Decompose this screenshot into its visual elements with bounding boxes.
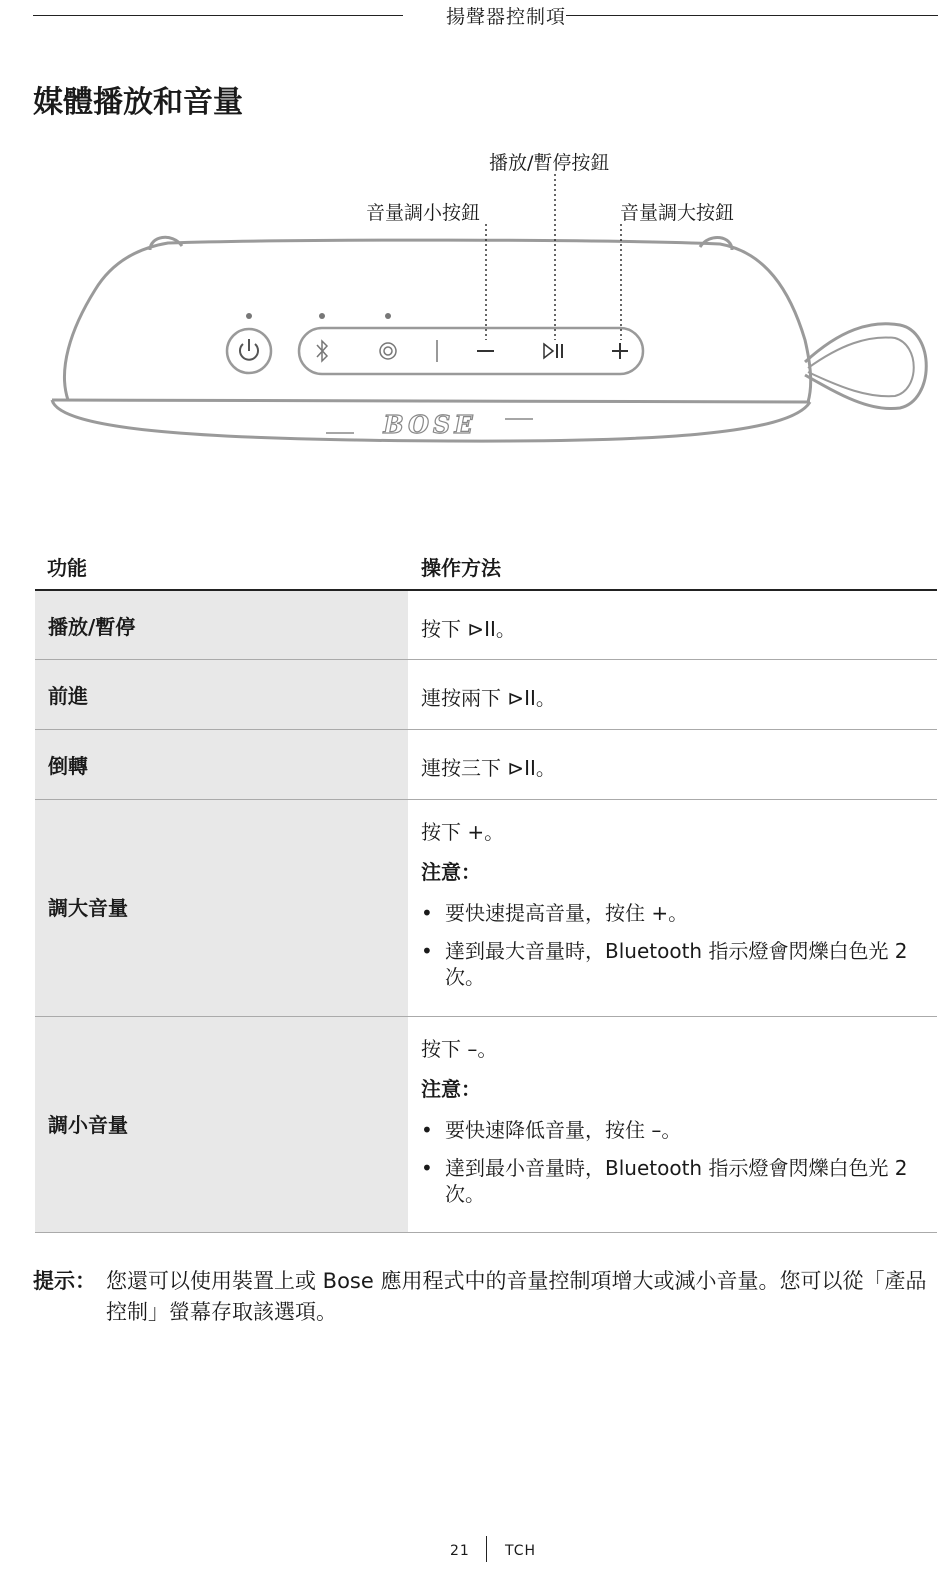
page-header (33, 0, 938, 30)
note-bullet: • 達到最大音量時，Bluetooth 指示燈會閃爍白色光 2 次。 (421, 939, 908, 989)
control-pill (299, 328, 643, 374)
page-number: 21 (450, 1543, 470, 1559)
bose-logo: BOSE (383, 410, 477, 439)
page-title: 媒體播放和音量 (33, 85, 243, 120)
table-row (35, 1017, 937, 1233)
play-pause-icon (544, 344, 553, 358)
operation-text: 按下 –。 (421, 1037, 498, 1061)
function-name: 調大音量 (48, 896, 128, 920)
header-rule-left (33, 15, 403, 16)
table-row (35, 800, 937, 1017)
note-bullet: • 要快速提高音量，按住 +。 (421, 901, 689, 925)
operation-cell (421, 1037, 927, 1219)
callout-volume-up: 音量調大按鈕 (620, 202, 735, 224)
speaker-illustration (0, 140, 950, 470)
note-bullet: • 要快速降低音量，按住 –。 (421, 1118, 682, 1142)
function-name: 播放/暫停 (48, 615, 136, 639)
operation-text: 按下 ⊳II。 (421, 617, 516, 641)
table-row (35, 591, 937, 660)
operation-text: 連按三下 ⊳II。 (421, 756, 556, 780)
note-heading: 注意： (421, 1077, 481, 1101)
speaker-body (64, 240, 810, 402)
table-header (35, 540, 937, 591)
header-function: 功能 (47, 556, 87, 580)
language-code: TCH (505, 1543, 537, 1559)
function-name: 倒轉 (48, 754, 88, 778)
tip-label: 提示： (33, 1269, 96, 1293)
operation-cell (421, 820, 927, 1002)
note-heading: 注意： (421, 860, 481, 884)
operation-text: 按下 +。 (421, 820, 505, 844)
operation-text: 連按兩下 ⊳II。 (421, 686, 556, 710)
table-row (35, 730, 937, 800)
footer-divider (486, 1536, 487, 1562)
function-name: 調小音量 (48, 1113, 128, 1137)
function-name: 前進 (48, 684, 88, 708)
table-row (35, 660, 937, 730)
header-rule-right (566, 15, 938, 16)
section-title: 揚聲器控制項 (446, 6, 567, 28)
note-bullet: • 達到最小音量時，Bluetooth 指示燈會閃爍白色光 2 次。 (421, 1156, 908, 1206)
header-method: 操作方法 (421, 556, 501, 580)
function-table (35, 540, 937, 1233)
bluetooth-icon (317, 341, 327, 361)
speaker-diagram (0, 140, 950, 470)
speaker-loop-strap (805, 324, 926, 409)
callout-volume-down: 音量調小按鈕 (366, 202, 481, 224)
tip-text: 您還可以使用裝置上或 Bose 應用程式中的音量控制項增大或減小音量。您可以從「產品控制」螢幕存取該選項。 (106, 1269, 927, 1324)
callout-play-pause: 播放/暫停按鈕 (489, 152, 610, 174)
page-footer (0, 1534, 950, 1564)
action-icon (380, 343, 396, 359)
tip-block (33, 1266, 938, 1328)
